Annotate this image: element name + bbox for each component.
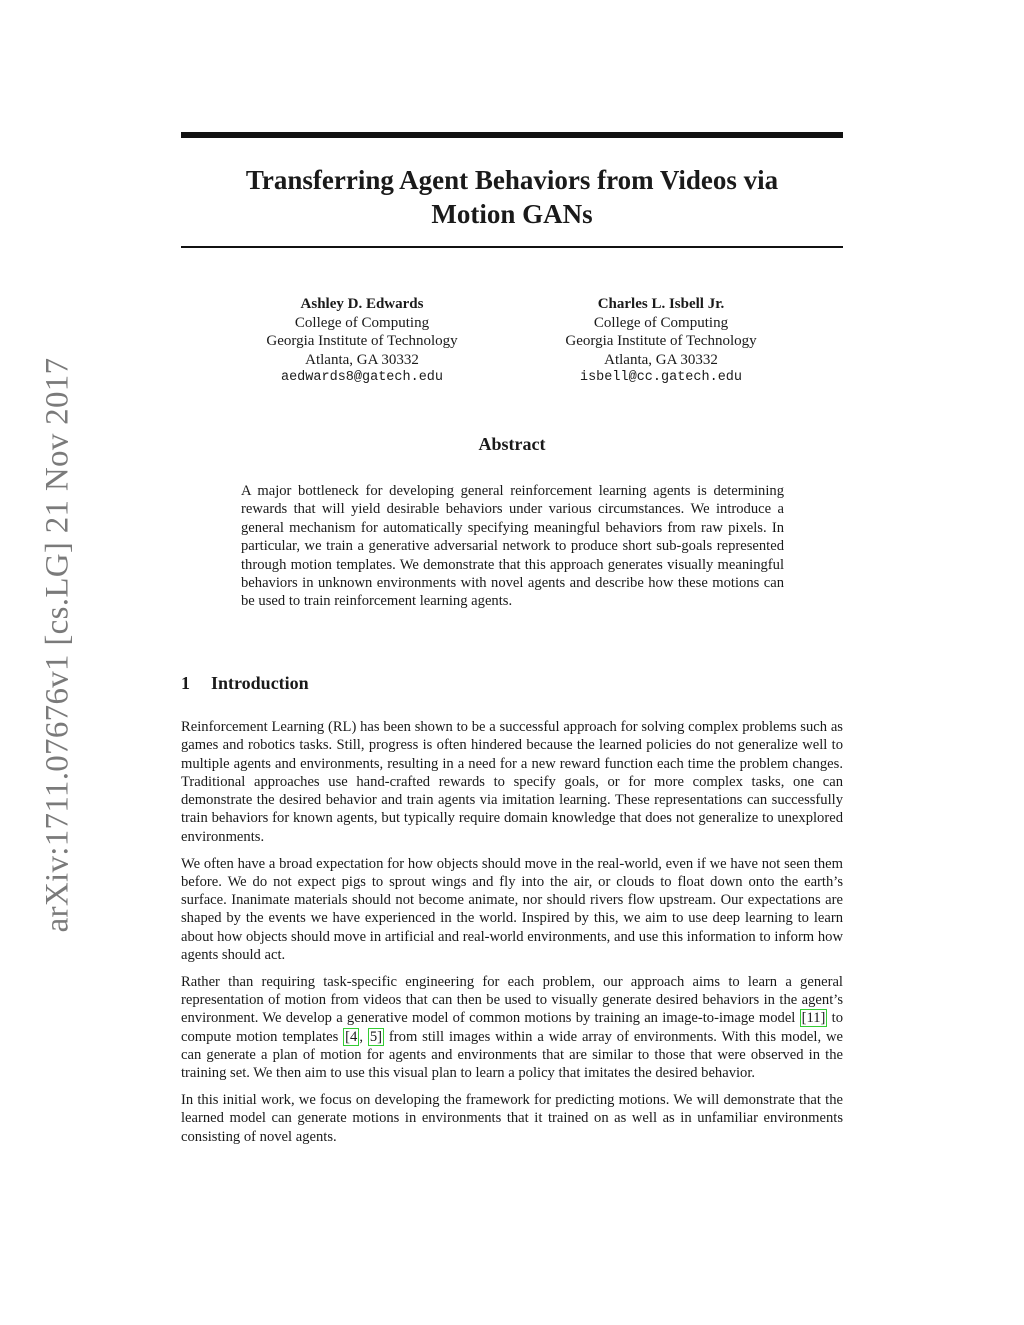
text-run: Rather than requiring task-specific engineering for each problem, our approach aims to learn a general representation of motion from videos that can then be used to visually generate desired behaviors in the agent’s environment. We develop a generative model of common motions by training an image-to-image model (181, 973, 843, 1027)
section-heading-introduction (181, 673, 309, 694)
author-address: Atlanta, GA 30332 (604, 351, 718, 368)
text-run: , (359, 1028, 368, 1045)
paragraph: We often have a broad expectation for how objects should move in the real-world, even if we have not seen them before. We do not expect pigs to sprout wings and fly into the air, or clouds to float down onto the earth’s surface. Inanimate materials should not become animate, nor should rivers flow upstream. Our expectations are shaped by the events we have experienced in the world. Inspired by this, we aim to use deep learning to learn about how objects should move in artificial and real-world environments, and use this information to inform how agents should act. (181, 855, 843, 964)
author-dept: College of Computing (593, 314, 729, 331)
title-bottom-rule (181, 246, 843, 248)
title-top-rule (181, 132, 843, 138)
author-address: Atlanta, GA 30332 (305, 351, 419, 368)
author-block-1 (212, 295, 512, 388)
paragraph: In this initial work, we focus on developing the framework for predicting motions. We will demonstrate that the learned model can generate motions in environments that it trained on as well as in unfamiliar environments consisting of novel agents. (181, 1092, 843, 1145)
text-run: from still images within a wide array of environments. With this model, we can generate a plan of motion for agents and environments that are similar to those that were observed in the training set. We then aim to use this visual plan to learn a policy that imitates the desired behavior. (181, 1028, 843, 1082)
citation-link[interactable]: [11] (801, 1010, 826, 1027)
section-title: Introduction (211, 673, 309, 693)
paragraph (181, 973, 843, 1083)
author-block-2 (511, 295, 811, 388)
title-line-1: Transferring Agent Behaviors from Videos via (245, 165, 779, 195)
text-run: to compute motion templates (181, 1010, 844, 1045)
section-number: 1 (181, 673, 190, 693)
author-institution: Georgia Institute of Technology (266, 333, 458, 349)
abstract-heading: Abstract (478, 434, 546, 454)
author-dept: College of Computing (294, 314, 430, 331)
author-name: Ashley D. Edwards (300, 296, 424, 312)
citation-link[interactable]: [4 (345, 1028, 358, 1045)
arxiv-identifier: arXiv:1711.07676v1 [cs.LG] 21 Nov 2017 (39, 357, 76, 933)
abstract-text: A major bottleneck for developing general reinforcement learning agents is determining rewards that will yield desirable behaviors under various circumstances. We introduce a general mechanism for automatically specifying meaningful behaviors from raw pixels. In particular, we train a generative adversarial network to produce short sub-goals represented through motion templates. We demonstrate that this approach generates visually meaningful behaviors in unknown environments with novel agents and describe how these motions can be used to train reinforcement learning agents. (241, 483, 784, 610)
citation-link[interactable]: 5] (369, 1028, 383, 1045)
paper-title (181, 163, 843, 231)
introduction-body (181, 718, 843, 1155)
author-email[interactable]: aedwards8@gatech.edu (280, 370, 444, 385)
author-email[interactable]: isbell@cc.gatech.edu (579, 370, 743, 385)
author-institution: Georgia Institute of Technology (565, 333, 757, 349)
paragraph: Reinforcement Learning (RL) has been shown to be a successful approach for solving complex problems such as games and robotics tasks. Still, progress is often hindered because the learned policies do not generalize well to multiple agents and environments, resulting in a need for a new reward function each time the problem changes. Traditional approaches use hand-crafted rewards to specify goals, or for more complex tasks, one can demonstrate the desired behavior and train agents via imitation learning. These representations can successfully train behaviors for known agents, but typically require domain knowledge that does not generalize to unexplored environments. (181, 719, 843, 845)
title-line-2: Motion GANs (431, 199, 593, 229)
author-name: Charles L. Isbell Jr. (597, 296, 725, 312)
